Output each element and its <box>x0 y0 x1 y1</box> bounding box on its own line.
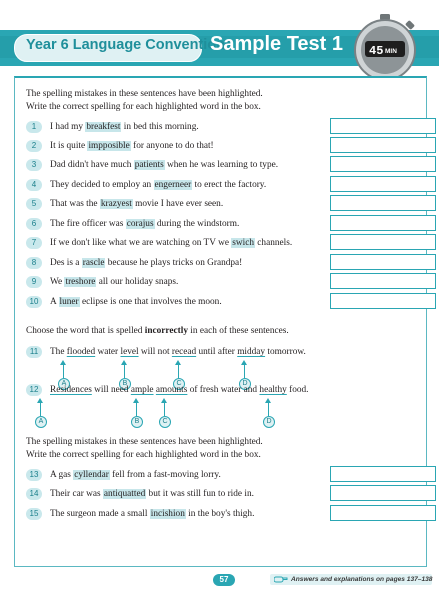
question-text: Residences will need ample amounts of fresh water and healthy food. <box>50 385 309 395</box>
option-c-marker[interactable]: C <box>159 400 171 430</box>
question-number: 4 <box>26 179 42 191</box>
question-number: 12 <box>26 384 42 396</box>
answer-box[interactable] <box>330 505 436 521</box>
option-d-marker[interactable]: D <box>239 362 251 392</box>
stopwatch-icon <box>351 14 419 82</box>
question-text: A gas cyllendar fell from a fast-moving lorry. <box>50 470 221 480</box>
answers-note[interactable]: Answers and explanations on pages 137–138 <box>291 576 433 583</box>
question-text: It is quite impposible for anyone to do that! <box>50 141 214 151</box>
question-text: Des is a rascle because he plays tricks on Grandpa! <box>50 258 243 268</box>
option-word-a: Residences <box>50 385 92 395</box>
question-number: 1 <box>26 121 42 133</box>
option-b-marker[interactable]: B <box>119 362 131 392</box>
answer-box[interactable] <box>330 273 436 289</box>
answer-box[interactable] <box>330 215 436 231</box>
option-word-a: flooded <box>66 347 96 357</box>
option-word-c: amounts <box>155 385 188 395</box>
question-text: If we don't like what we are watching on TV we swich channels. <box>50 238 293 248</box>
question-text: We treshore all our holiday snaps. <box>50 277 179 287</box>
page-number: 57 <box>213 574 235 586</box>
question-text: They decided to employ an engerneer to erect the factory. <box>50 180 267 190</box>
option-a-marker[interactable]: A <box>58 362 70 392</box>
option-word-d: healthy <box>259 385 287 395</box>
option-c-marker[interactable]: C <box>173 362 185 392</box>
highlighted-word: corajus <box>126 219 154 229</box>
question-number: 10 <box>26 296 42 308</box>
question-number: 9 <box>26 276 42 288</box>
question-text: Dad didn't have much patients when he was learning to type. <box>50 160 279 170</box>
pointing-hand-icon <box>274 575 288 584</box>
answer-box[interactable] <box>330 137 436 153</box>
highlighted-word: patients <box>134 160 164 170</box>
question-number: 13 <box>26 469 42 481</box>
highlighted-word: cyllendar <box>74 470 109 480</box>
question-text: A luner eclipse is one that involves the moon. <box>50 297 222 307</box>
section3-instruction-line2: Write the correct spelling for each highlighted word in the box. <box>26 450 261 460</box>
question-number: 11 <box>26 346 42 358</box>
timer-unit: MIN <box>385 48 397 55</box>
question-number: 2 <box>26 140 42 152</box>
answer-box[interactable] <box>330 118 436 134</box>
highlighted-word: krazyest <box>100 199 132 209</box>
section2-instruction: Choose the word that is spelled incorrectly in each of these sentences. <box>26 326 289 336</box>
test-title: Sample Test 1 <box>210 33 344 55</box>
option-word-b: ample <box>130 385 154 395</box>
option-word-d: midday <box>237 347 266 357</box>
answer-box[interactable] <box>330 485 436 501</box>
answer-box[interactable] <box>330 156 436 172</box>
highlighted-word: swich <box>232 238 254 248</box>
option-a-marker[interactable]: A <box>35 400 47 430</box>
question-text: The surgeon made a small incishion in the boy's thigh. <box>50 509 255 519</box>
question-number: 8 <box>26 257 42 269</box>
question-number: 14 <box>26 488 42 500</box>
timer-value: 45 <box>369 44 384 58</box>
answer-box[interactable] <box>330 466 436 482</box>
answer-box[interactable] <box>330 176 436 192</box>
question-number: 3 <box>26 159 42 171</box>
option-b-marker[interactable]: B <box>131 400 143 430</box>
question-number: 6 <box>26 218 42 230</box>
answer-box[interactable] <box>330 254 436 270</box>
highlighted-word: breakfest <box>86 122 121 132</box>
question-number: 15 <box>26 508 42 520</box>
question-text: The fire officer was corajus during the windstorm. <box>50 219 240 229</box>
answer-box[interactable] <box>330 293 436 309</box>
highlighted-word: impposible <box>88 141 130 151</box>
subject-title: Year 6 Language Conventions <box>26 37 234 53</box>
section1-instruction-line1: The spelling mistakes in these sentences have been highlighted. <box>26 89 263 99</box>
section3-instruction-line1: The spelling mistakes in these sentences have been highlighted. <box>26 437 263 447</box>
question-text: That was the krazyest movie I have ever seen. <box>50 199 224 209</box>
option-d-marker[interactable]: D <box>263 400 275 430</box>
highlighted-word: engerneer <box>154 180 192 190</box>
highlighted-word: incishion <box>150 509 185 519</box>
question-text: Their car was antiquatted but it was still fun to ride in. <box>50 489 254 499</box>
highlighted-word: antiquatted <box>103 489 146 499</box>
option-word-b: level <box>120 347 139 357</box>
option-word-c: recead <box>171 347 197 357</box>
question-text: I had my breakfest in bed this morning. <box>50 122 199 132</box>
answer-box[interactable] <box>330 195 436 211</box>
highlighted-word: rascle <box>82 258 105 268</box>
section1-instruction-line2: Write the correct spelling for each highlighted word in the box. <box>26 102 261 112</box>
question-text: The flooded water level will not recead until after midday tomorrow. <box>50 347 306 357</box>
question-number: 5 <box>26 198 42 210</box>
answer-box[interactable] <box>330 234 436 250</box>
highlighted-word: treshore <box>65 277 96 287</box>
highlighted-word: luner <box>59 297 79 307</box>
question-number: 7 <box>26 237 42 249</box>
